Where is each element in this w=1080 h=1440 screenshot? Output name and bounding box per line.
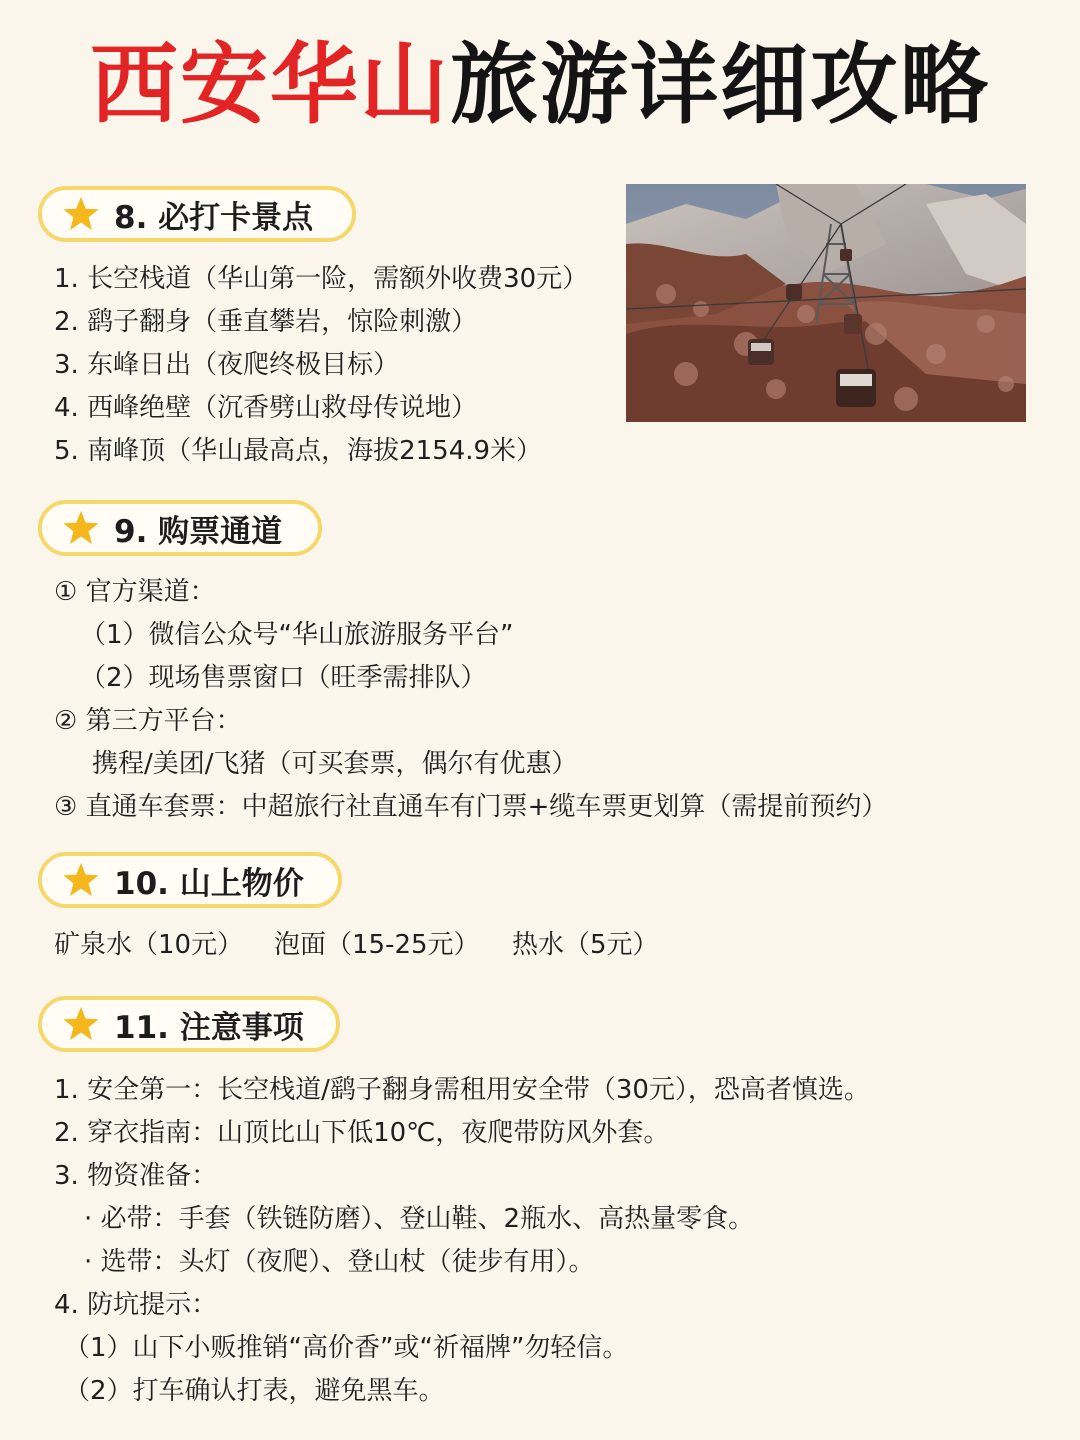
section-9-title: 9. 购票通道	[114, 513, 283, 550]
list-item: 2. 穿衣指南：山顶比山下低10℃，夜爬带防风外套。	[54, 1118, 670, 1148]
star-icon	[62, 861, 100, 899]
list-item: 3. 物资准备：	[54, 1161, 218, 1191]
star-icon	[62, 1005, 100, 1043]
title-highlight: 西安华山	[89, 33, 450, 136]
list-item: 携程/美团/飞猪（可买套票，偶尔有优惠）	[92, 749, 578, 779]
list-item: （2）打车确认打表，避免黑车。	[64, 1376, 445, 1406]
list-item: 3. 东峰日出（夜爬终极目标）	[54, 350, 400, 380]
list-item: 1. 长空栈道（华山第一险，需额外收费30元）	[54, 264, 589, 294]
list-item: ② 第三方平台：	[54, 706, 242, 736]
list-item: 2. 鹞子翻身（垂直攀岩，惊险刺激）	[54, 307, 478, 337]
list-item: ③ 直通车套票：中超旅行社直通车有门票+缆车票更划算（需提前预约）	[54, 792, 888, 822]
list-item: · 选带：头灯（夜爬）、登山杖（徒步有用）。	[84, 1247, 595, 1277]
section-10-heading	[38, 852, 342, 908]
list-item: （2）现场售票窗口（旺季需排队）	[80, 663, 487, 693]
list-item: 4. 西峰绝壁（沉香劈山救母传说地）	[54, 393, 478, 423]
list-item: ① 官方渠道：	[54, 577, 216, 607]
list-item: （1）微信公众号“华山旅游服务平台”	[80, 620, 514, 650]
section-8-title: 8. 必打卡景点	[114, 199, 314, 236]
section-11-heading	[38, 996, 340, 1052]
page-title	[0, 30, 1080, 140]
section-11-title: 11. 注意事项	[114, 1009, 304, 1046]
price-item: 矿泉水（10元）	[54, 930, 244, 960]
price-item: 泡面（15-25元）	[274, 930, 480, 960]
section-10-title: 10. 山上物价	[114, 865, 304, 902]
section-8-heading	[38, 186, 356, 242]
list-item: · 必带：手套（铁链防磨）、登山鞋、2瓶水、高热量零食。	[84, 1204, 755, 1234]
star-icon	[62, 509, 100, 547]
list-item: 5. 南峰顶（华山最高点，海拔2154.9米）	[54, 436, 543, 466]
list-item: 1. 安全第一：长空栈道/鹞子翻身需租用安全带（30元），恐高者慎选。	[54, 1075, 870, 1105]
price-item: 热水（5元）	[512, 930, 659, 960]
list-item: （1）山下小贩推销“高价香”或“祈福牌”勿轻信。	[64, 1333, 629, 1363]
title-rest: 旅游详细攻略	[450, 33, 991, 136]
list-item: 4. 防坑提示：	[54, 1290, 218, 1320]
star-icon	[62, 195, 100, 233]
section-9-heading	[38, 500, 322, 556]
cable-car-photo	[626, 184, 1026, 422]
